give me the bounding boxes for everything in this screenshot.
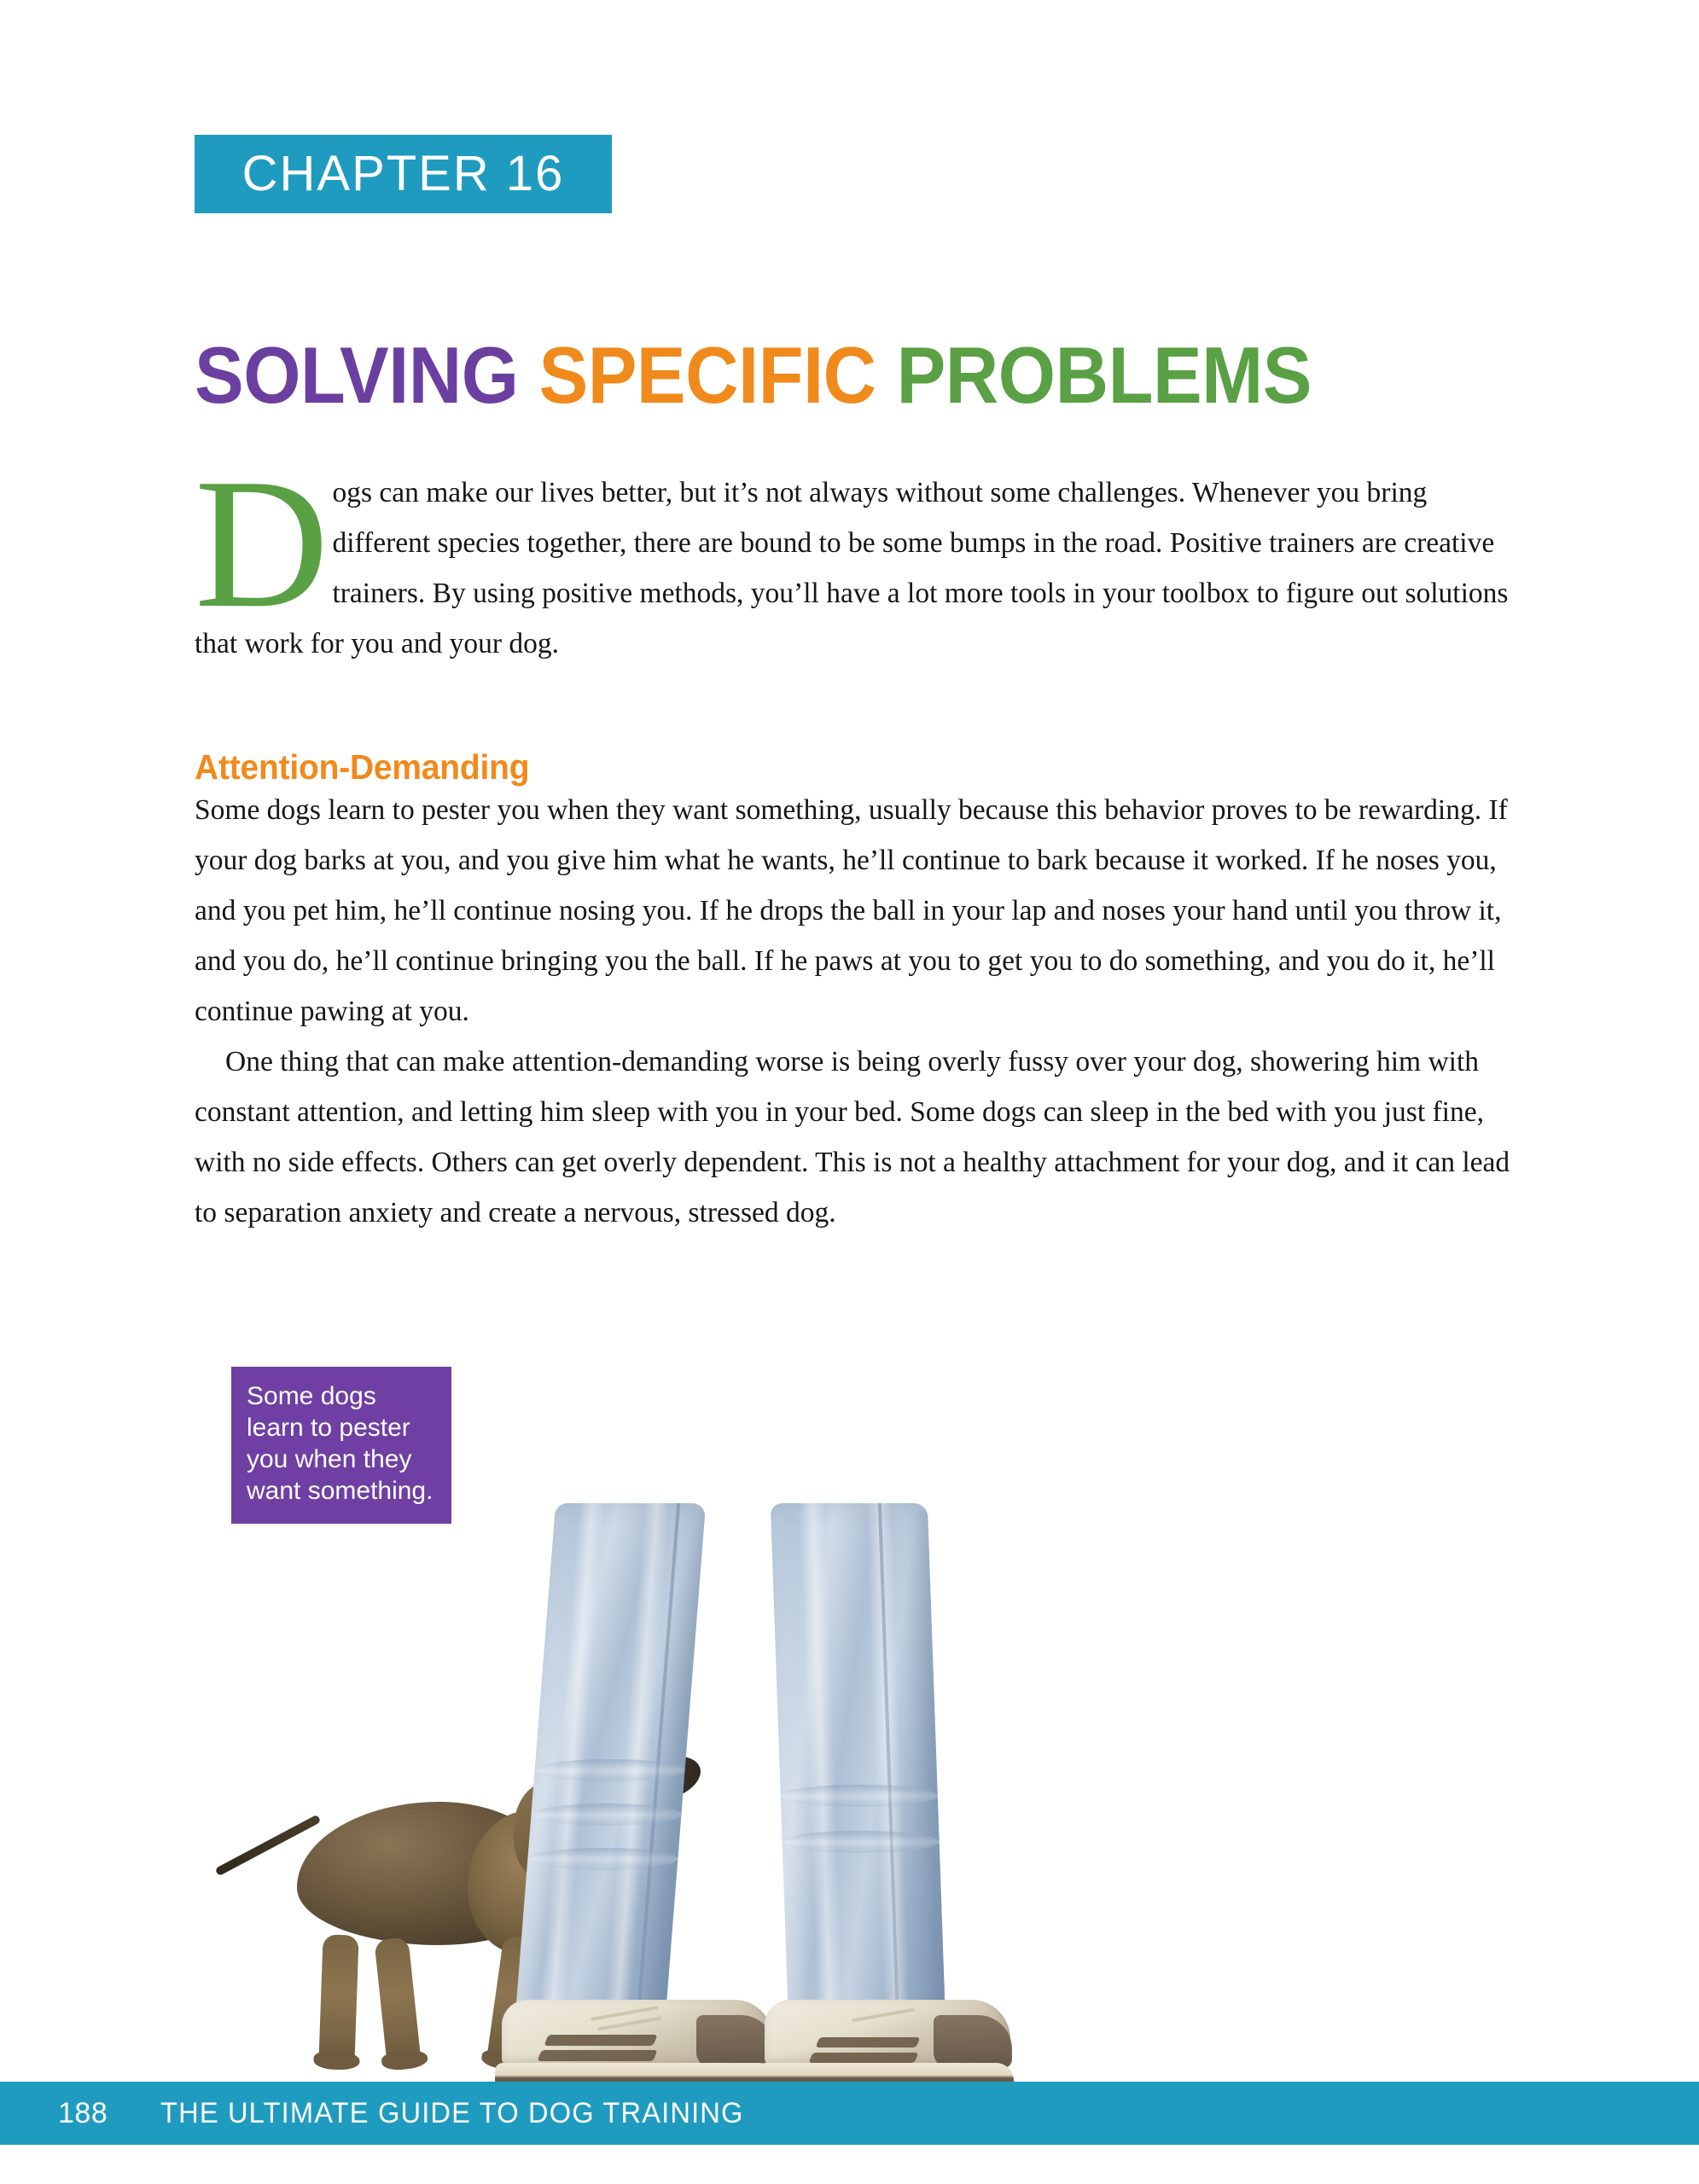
body-paragraph-1: Some dogs learn to pester you when they want something, usually because this behavior proves to be rewarding. If your dog barks at you, and you give him what he wants, he’ll continue to bark because it worked. If he noses you, and you pet him, he’ll continue nosing you. If he drops the ball in your lap and noses your hand until you throw it, and you do, he’ll continue bringing you the ball. If he paws at you to get you to do something, and you do it, he’ll continue pawing at you. [195,794,1508,1027]
page-title-word-2: SPECIFIC [538,329,876,420]
jeans-fold [782,1831,940,1853]
section-heading: Attention-Demanding [195,747,530,787]
sneaker-stripe [537,2050,657,2061]
body-paragraph-2: One thing that can make attention-demanding worse is being overly fussy over your dog, showering him with constant attention, and letting him sleep with you in your bed. Some dogs can sleep in the bed with you just fine, with no side effects. Others can get overly dependent. This is not a healthy attachment for your dog, and it can lead to separation anxiety and create a nervous, stressed dog. [195,1046,1510,1228]
sneaker-stripe [816,2037,921,2048]
page-title-word-3: PROBLEMS [896,329,1312,420]
chapter-banner-label: CHAPTER 16 [241,146,565,201]
chapter-banner [195,135,612,213]
page-title-word-1: SOLVING [195,329,519,420]
sneaker-left [495,1995,777,2090]
page-footer [0,2082,1699,2145]
sneaker-stripe [544,2035,657,2046]
drop-cap: D [195,441,326,647]
jeans-fold [530,1804,682,1826]
jeans-fold [534,1759,686,1781]
intro-paragraph-text: ogs can make our lives better, but it’s not always without some challenges. Whenever you bring different species together, there are bound to be some bumps in the road. Positive trainers are creative trainers. By using positive methods, you’ll have a lot more tools in your toolbox to figure out solutions that work for you and your dog. [195,477,1509,659]
pull-quote-text: Some dogs learn to pester you when they want something. [247,1382,433,1505]
sneaker-right [758,1995,1014,2090]
jeans-fold [527,1848,678,1870]
page-number: 188 [58,2096,108,2129]
puppy-leg-rear-near [374,1937,421,2065]
jeans-crease [800,1503,844,2049]
footer-book-title: THE ULTIMATE GUIDE TO DOG TRAINING [160,2096,744,2129]
jeans-leg-left [513,1503,706,2049]
jeans-fold [780,1785,938,1807]
intro-paragraph-block [195,441,1527,669]
pull-quote-box [231,1367,451,1524]
sneaker-toecap [934,2015,1012,2068]
puppy-paw [313,2050,360,2071]
body-copy [195,785,1527,1238]
puppy-leg-rear-far [318,1934,358,2065]
jeans-leg-right [771,1503,946,2049]
sneaker-stripe [809,2053,919,2063]
puppy-paw [381,2048,428,2072]
page-title [195,329,1419,420]
